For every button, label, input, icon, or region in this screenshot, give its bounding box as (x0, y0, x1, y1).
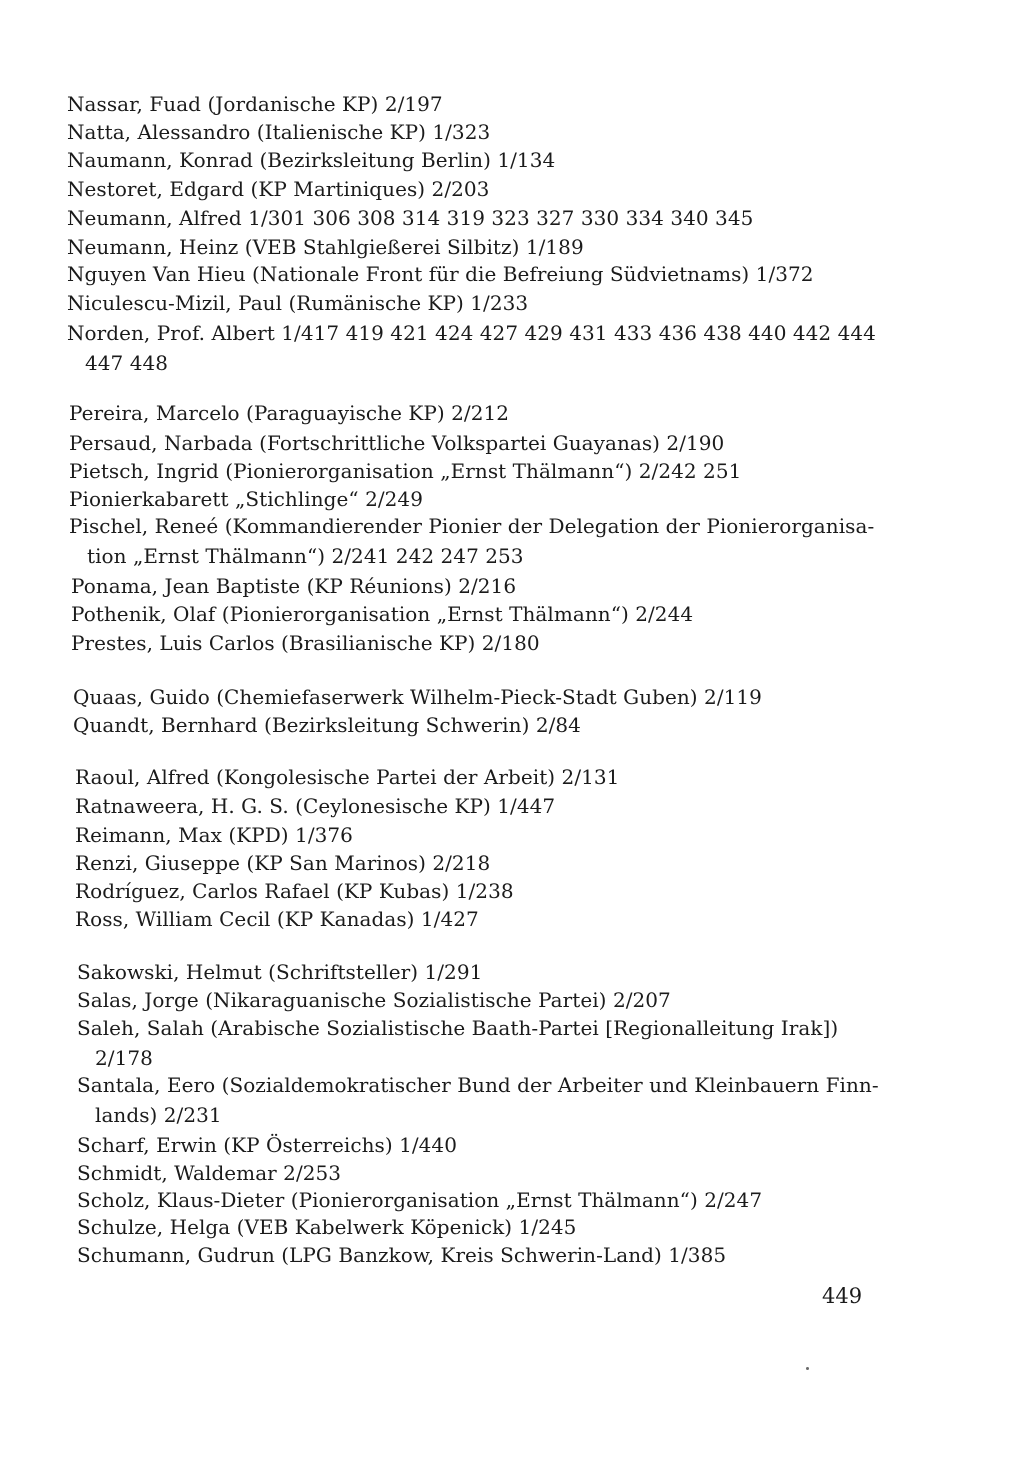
index-entry-line: Norden, Prof. Albert 1/417 419 421 424 427 429 431 433 436 438 440 442 444 (67, 321, 876, 345)
index-entry-line: Natta, Alessandro (Italienische KP) 1/323 (67, 120, 491, 144)
index-entry (77, 1240, 726, 1270)
index-entry-line: Pischel, Reneé (Kommandierender Pionier der Delegation der Pionierorganisa- (69, 514, 875, 538)
index-entry-line: Persaud, Narbada (Fortschrittliche Volkspartei Guayanas) 2/190 (69, 431, 725, 455)
paper-speck (806, 1367, 809, 1370)
index-entry (75, 904, 479, 934)
index-entry (69, 456, 741, 486)
index-entry-line: Neumann, Heinz (VEB Stahlgießerei Silbitz) 1/189 (67, 235, 584, 259)
index-entry-line: Scharf, Erwin (KP Österreichs) 1/440 (77, 1133, 457, 1157)
index-entry-line: Raoul, Alfred (Kongolesische Partei der Arbeit) 2/131 (75, 765, 620, 789)
index-entry-line: Naumann, Konrad (Bezirksleitung Berlin) 1/134 (67, 148, 556, 172)
index-entry (77, 957, 482, 987)
index-entry (73, 682, 762, 712)
index-entry (67, 203, 753, 233)
index-entry-line: Ponama, Jean Baptiste (KP Réunions) 2/216 (71, 574, 517, 598)
index-entry (71, 599, 693, 629)
index-entry-line: lands) 2/231 (95, 1103, 222, 1127)
index-entry-line: 2/178 (95, 1046, 153, 1070)
index-entry-line: tion „Ernst Thälmann“) 2/241 242 247 253 (87, 544, 524, 568)
index-entry (75, 820, 353, 850)
index-entry (75, 762, 619, 792)
index-entry-line: Santala, Eero (Sozialdemokratischer Bund der Arbeiter und Kleinbauern Finn- (77, 1073, 879, 1097)
index-entry (75, 848, 490, 878)
index-entry (77, 1013, 838, 1073)
index-entry (69, 428, 724, 458)
index-entry-line: Quandt, Bernhard (Bezirksleitung Schwerin) 2/84 (73, 713, 581, 737)
index-entry (69, 511, 874, 571)
index-entry (75, 791, 555, 821)
index-entry (77, 1158, 341, 1188)
index-entry-line: Rodríguez, Carlos Rafael (KP Kubas) 1/238 (75, 879, 514, 903)
index-entry (77, 1130, 457, 1160)
index-entry-line: Schulze, Helga (VEB Kabelwerk Köpenick) 1/245 (77, 1215, 577, 1239)
index-entry-line: 447 448 (85, 351, 169, 375)
index-entry (75, 876, 514, 906)
index-entry-line: Nassar, Fuad (Jordanische KP) 2/197 (67, 92, 443, 116)
index-entry-line: Reimann, Max (KPD) 1/376 (75, 823, 353, 847)
index-entry (69, 484, 423, 514)
index-entry (77, 1070, 879, 1130)
index-entry (67, 145, 555, 175)
index-entry (67, 174, 489, 204)
index-entry-line: Renzi, Giuseppe (KP San Marinos) 2/218 (75, 851, 491, 875)
index-entry-line: Sakowski, Helmut (Schriftsteller) 1/291 (77, 960, 483, 984)
index-entry (67, 288, 528, 318)
index-entry (71, 628, 540, 658)
index-entry-line: Pothenik, Olaf (Pionierorganisation „Ernst Thälmann“) 2/244 (71, 602, 694, 626)
index-entry (67, 318, 876, 378)
page-number: 449 (822, 1284, 863, 1308)
index-entry (67, 117, 490, 147)
index-entry-line: Schmidt, Waldemar 2/253 (77, 1161, 342, 1185)
index-entry-line: Ratnaweera, H. G. S. (Ceylonesische KP) 1/447 (75, 794, 556, 818)
index-entry (77, 1212, 576, 1242)
index-entry (69, 398, 509, 428)
index-entry-line: Scholz, Klaus-Dieter (Pionierorganisation „Ernst Thälmann“) 2/247 (77, 1188, 763, 1212)
index-entry-line: Pietsch, Ingrid (Pionierorganisation „Ernst Thälmann“) 2/242 251 (69, 459, 742, 483)
index-entry (67, 89, 443, 119)
index-entry-line: Niculescu-Mizil, Paul (Rumänische KP) 1/233 (67, 291, 529, 315)
index-entry (77, 985, 671, 1015)
index-entry (67, 259, 814, 289)
index-entry-line: Quaas, Guido (Chemiefaserwerk Wilhelm-Pieck-Stadt Guben) 2/119 (73, 685, 762, 709)
index-entry (77, 1185, 762, 1215)
index-entry-line: Nestoret, Edgard (KP Martiniques) 2/203 (67, 177, 490, 201)
index-entry (71, 571, 516, 601)
index-entry (73, 710, 581, 740)
index-entry-line: Nguyen Van Hieu (Nationale Front für die Befreiung Südvietnams) 1/372 (67, 262, 814, 286)
index-entry-line: Salas, Jorge (Nikaraguanische Sozialistische Partei) 2/207 (77, 988, 671, 1012)
index-entry-line: Prestes, Luis Carlos (Brasilianische KP) 2/180 (71, 631, 540, 655)
index-entry-line: Schumann, Gudrun (LPG Banzkow, Kreis Schwerin-Land) 1/385 (77, 1243, 727, 1267)
index-entry-line: Saleh, Salah (Arabische Sozialistische Baath-Partei [Regionalleitung Irak]) (77, 1016, 839, 1040)
index-entry-line: Pionierkabarett „Stichlinge“ 2/249 (69, 487, 423, 511)
index-entry (67, 232, 584, 262)
index-entry-line: Pereira, Marcelo (Paraguayische KP) 2/212 (69, 401, 510, 425)
index-entry-line: Ross, William Cecil (KP Kanadas) 1/427 (75, 907, 479, 931)
index-entry-line: Neumann, Alfred 1/301 306 308 314 319 323 327 330 334 340 345 (67, 206, 754, 230)
